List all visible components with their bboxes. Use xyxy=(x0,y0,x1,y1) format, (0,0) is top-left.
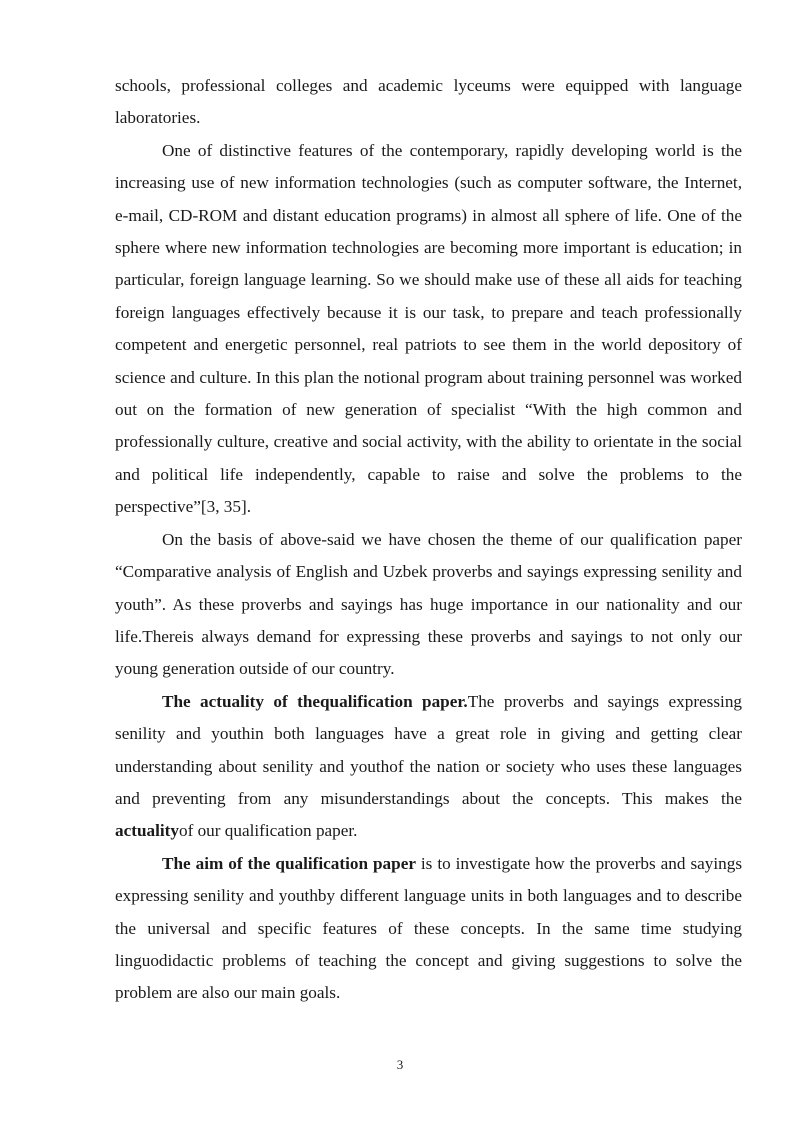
document-body xyxy=(115,70,742,1010)
actuality-text-end: of our qualification paper. xyxy=(178,821,358,841)
paragraph-continuation: schools, professional colleges and academic lyceums were equipped with language laboratories. xyxy=(115,76,742,128)
aim-text: is to investigate how the proverbs and sayings expressing senility and youthby different language units in both languages and to describe the universal and specific features of these concepts. In the same time studying linguodidactic problems of teaching the concept and giving suggestions to solve the problem are also our main goals. xyxy=(115,853,743,1003)
paragraph-actuality xyxy=(115,686,742,848)
actuality-text: The proverbs and sayings expressing senility and youthin both languages have a great role in giving and getting clear understanding about senility and youthof the nation or society who uses these languages and preventing from any misunderstandings about the concepts. This makes the xyxy=(115,691,743,808)
paragraph-information-technologies: One of distinctive features of the contemporary, rapidly developing world is the increasing use of new information technologies (such as computer software, the Internet, e-mail, CD-ROM and distant education programs) in almost all sphere of life. One of the sphere where new information technologies are becoming more important is education; in particular, foreign language learning. So we should make use of these all aids for teaching foreign languages effectively because it is our task, to prepare and teach professionally competent and energetic personnel, real patriots to see them in the world depository of science and culture. In this plan the notional program about training personnel was worked out on the formation of new generation of specialist “With the high common and professionally culture, creative and social activity, with the ability to orientate in the social and political life independently, capable to raise and solve the problems to the perspective”[3, 35]. xyxy=(115,140,742,517)
actuality-emphasis: actuality xyxy=(115,821,179,841)
actuality-heading: The actuality of thequalification paper. xyxy=(162,691,468,711)
aim-heading: The aim of the qualification paper xyxy=(162,853,416,873)
paragraph-aim xyxy=(115,848,742,1010)
paragraph-theme-choice: On the basis of above-said we have chosen the theme of our qualification paper “Comparative analysis of English and Uzbek proverbs and sayings expressing senility and youth”. As these proverbs and sayings has huge importance in our nationality and our life.Thereis always demand for expressing these proverbs and sayings to not only our young generation outside of our country. xyxy=(115,529,742,679)
page-number: 3 xyxy=(396,1057,404,1072)
